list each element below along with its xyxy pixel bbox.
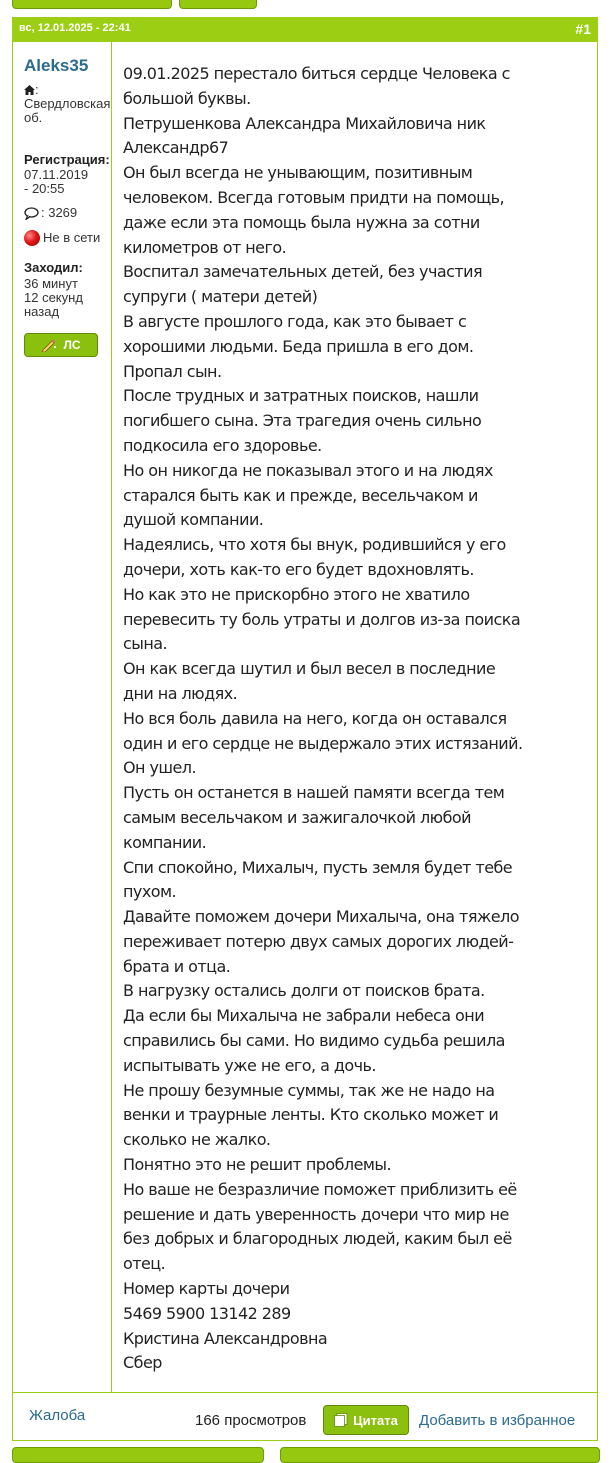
post-paragraph: Воспитал замечательных детей, без участия супруги ( матери детей) <box>123 262 483 307</box>
post-body <box>123 62 528 1376</box>
post-paragraph: Петрушенкова Александра Михайловича ник Александр67 <box>123 113 486 158</box>
post-paragraph: Он ушел. <box>123 758 197 778</box>
posts-count-value: : 3269 <box>41 205 78 220</box>
last-visit-line-3: назад <box>24 304 60 319</box>
post-paragraph: Спи спокойно, Михалыч, пусть земля будет тебе пухом. <box>123 857 513 902</box>
post-paragraph: Он был всегда не унывающим, позитивным человеком. Всегда готовым придти на помощь, даже если эта помощь была нужна за сотни километров от него. <box>123 163 505 257</box>
post-paragraph: В нагрузку остались долги от поисков брата. <box>123 981 485 1001</box>
report-link[interactable]: Жалоба <box>29 1407 86 1424</box>
post-paragraph: Кристина Александровна <box>123 1328 328 1348</box>
location-suffix: : <box>35 82 39 97</box>
last-visit-line-1: 36 минут <box>24 276 78 291</box>
top-action-button-1[interactable] <box>12 0 172 9</box>
private-message-label: ЛС <box>63 338 81 352</box>
private-message-button[interactable] <box>24 333 98 357</box>
post-paragraph: Сбер <box>123 1353 162 1373</box>
registration-time-value: - 20:55 <box>24 181 65 196</box>
top-action-button-2[interactable] <box>179 0 257 9</box>
pencil-icon <box>41 338 57 352</box>
add-to-favorites-link[interactable]: Добавить в избранное <box>419 1412 576 1429</box>
post-header <box>13 18 597 42</box>
post-paragraph: Пусть он останется в нашей памяти всегда тем самым весельчаком и зажигалочкой любой компании. <box>123 783 505 852</box>
post-paragraph: 09.01.2025 перестало биться сердце Человека с большой буквы. <box>123 64 510 108</box>
post-paragraph: В августе прошлого года, как это бывает с хорошими людьми. Беда пришла в его дом. <box>123 311 474 356</box>
comment-bubble-icon <box>24 207 39 220</box>
last-visit-line-2: 12 секунд <box>24 290 83 305</box>
post-paragraph: Но как это не прискорбно этого не хватило перевесить ту боль утраты и долгов из-за поиска сына. <box>123 584 521 654</box>
post-paragraph: Но вся боль давила на него, когда он оставался один и его сердце не выдержало этих истязаний. <box>123 708 523 753</box>
registration-date-value: 07.11.2019 <box>24 167 89 182</box>
offline-status-icon <box>24 230 40 246</box>
post-paragraph: Давайте поможем дочери Михалыча, она тяжело переживает потерю двух самых дорогих людей- брата и отца. <box>123 907 519 976</box>
post-permalink[interactable]: #1 <box>575 21 591 37</box>
author-username[interactable]: Aleks35 <box>24 56 89 75</box>
author-panel <box>13 42 112 1392</box>
post-paragraph: Надеялись, что хотя бы внук, родившийся у его дочери, хоть как-то его будет вдохновлять. <box>123 535 506 579</box>
post-date: вс, 12.01.2025 - 22:41 <box>19 22 131 34</box>
post-paragraph: Пропал сын. <box>123 361 222 381</box>
bottom-action-button-2[interactable] <box>280 1447 600 1463</box>
location-line-2: об. <box>24 110 43 125</box>
views-count: 166 просмотров <box>195 1412 307 1429</box>
location-line-1: Свердловская <box>24 96 111 111</box>
status-text: Не в сети <box>43 230 101 245</box>
post-paragraph: Но ваше не безразличие поможет приблизить её решение и дать уверенность дочери что мир не без добрых и благородных людей, каким был её отец. <box>123 1179 517 1274</box>
post-paragraph: Номер карты дочери <box>123 1279 290 1299</box>
post-paragraph: Но он никогда не показывал этого и на людях старался быть как и прежде, весельчаком и душой компании. <box>123 460 493 530</box>
last-visit-label: Заходил: <box>24 260 83 275</box>
quote-label: Цитата <box>353 1412 398 1428</box>
home-icon <box>24 85 35 95</box>
bottom-action-button-1[interactable] <box>12 1447 264 1463</box>
registration-date <box>24 168 88 196</box>
post-paragraph: Он как всегда шутил и был весел в последние дни на людях. <box>123 659 496 703</box>
post-paragraph: Не прошу безумные суммы, так же не надо на венки и траурные ленты. Кто сколько может и сколько не жалко. <box>123 1080 499 1150</box>
last-visit-value <box>24 277 83 319</box>
post-footer <box>13 1392 597 1441</box>
quote-icon <box>334 1413 348 1427</box>
quote-button[interactable] <box>323 1405 409 1435</box>
author-location <box>24 83 110 125</box>
online-status <box>24 230 100 246</box>
registration-label: Регистрация: <box>24 152 110 167</box>
posts-count <box>24 206 77 220</box>
post-paragraph: Понятно это не решит проблемы. <box>123 1155 392 1175</box>
post-paragraph: Да если бы Михалыча не забрали небеса они справились бы сами. Но видимо судьба решила испытывать уже не его, а дочь. <box>123 1006 505 1075</box>
forum-post <box>12 17 598 1441</box>
post-paragraph: После трудных и затратных поисков, нашли погибшего сына. Эта трагедия очень сильно подкосила его здоровье. <box>123 386 482 455</box>
card-number: 5469 5900 13142 289 <box>123 1303 291 1323</box>
